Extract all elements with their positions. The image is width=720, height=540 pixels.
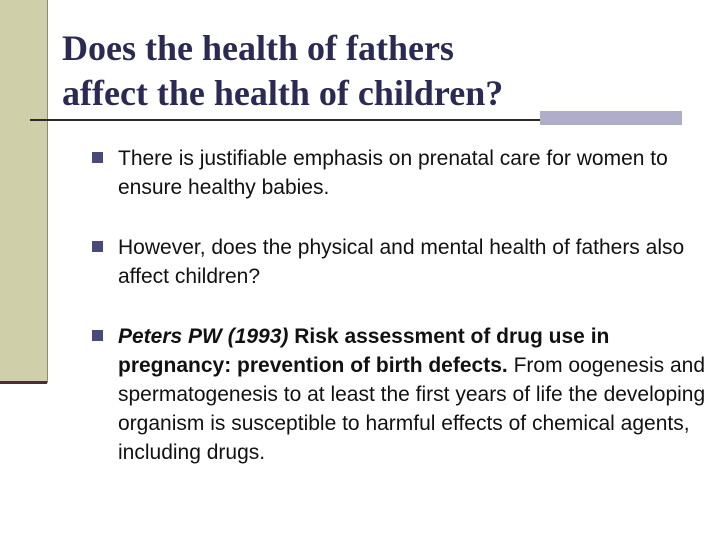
bullet-item-3: [92, 322, 707, 467]
bullet-marker: [92, 152, 103, 163]
slide-title-line2: affect the health of children?: [62, 73, 504, 113]
bullet-text: However, does the physical and mental health of fathers also affect children?: [118, 236, 685, 288]
bullet-list: [92, 144, 707, 498]
citation-title: Risk assessment of drug use in pregnancy: prevention of birth defects.: [118, 325, 610, 377]
citation-author-year: Peters PW (1993): [118, 325, 289, 348]
bullet-text: There is justifiable emphasis on prenatal care for women to ensure healthy babies.: [118, 147, 668, 199]
left-decor-band-edge: [47, 0, 48, 383]
bullet-marker: [92, 330, 103, 341]
left-decor-band: [0, 0, 47, 383]
left-decor-accent: [0, 381, 47, 384]
bullet-item-2: [92, 233, 707, 291]
bullet-item-1: [92, 144, 707, 202]
slide-title-line1: Does the health of fathers: [62, 28, 454, 68]
bullet-marker: [92, 241, 103, 252]
title-divider-accent: [540, 111, 682, 125]
slide-title: [62, 26, 702, 116]
bullet-text: From oogenesis and spermatogenesis to at least the first years of life the developing organism is susceptible to harmful effects of chemical agents, including drugs.: [118, 354, 706, 464]
